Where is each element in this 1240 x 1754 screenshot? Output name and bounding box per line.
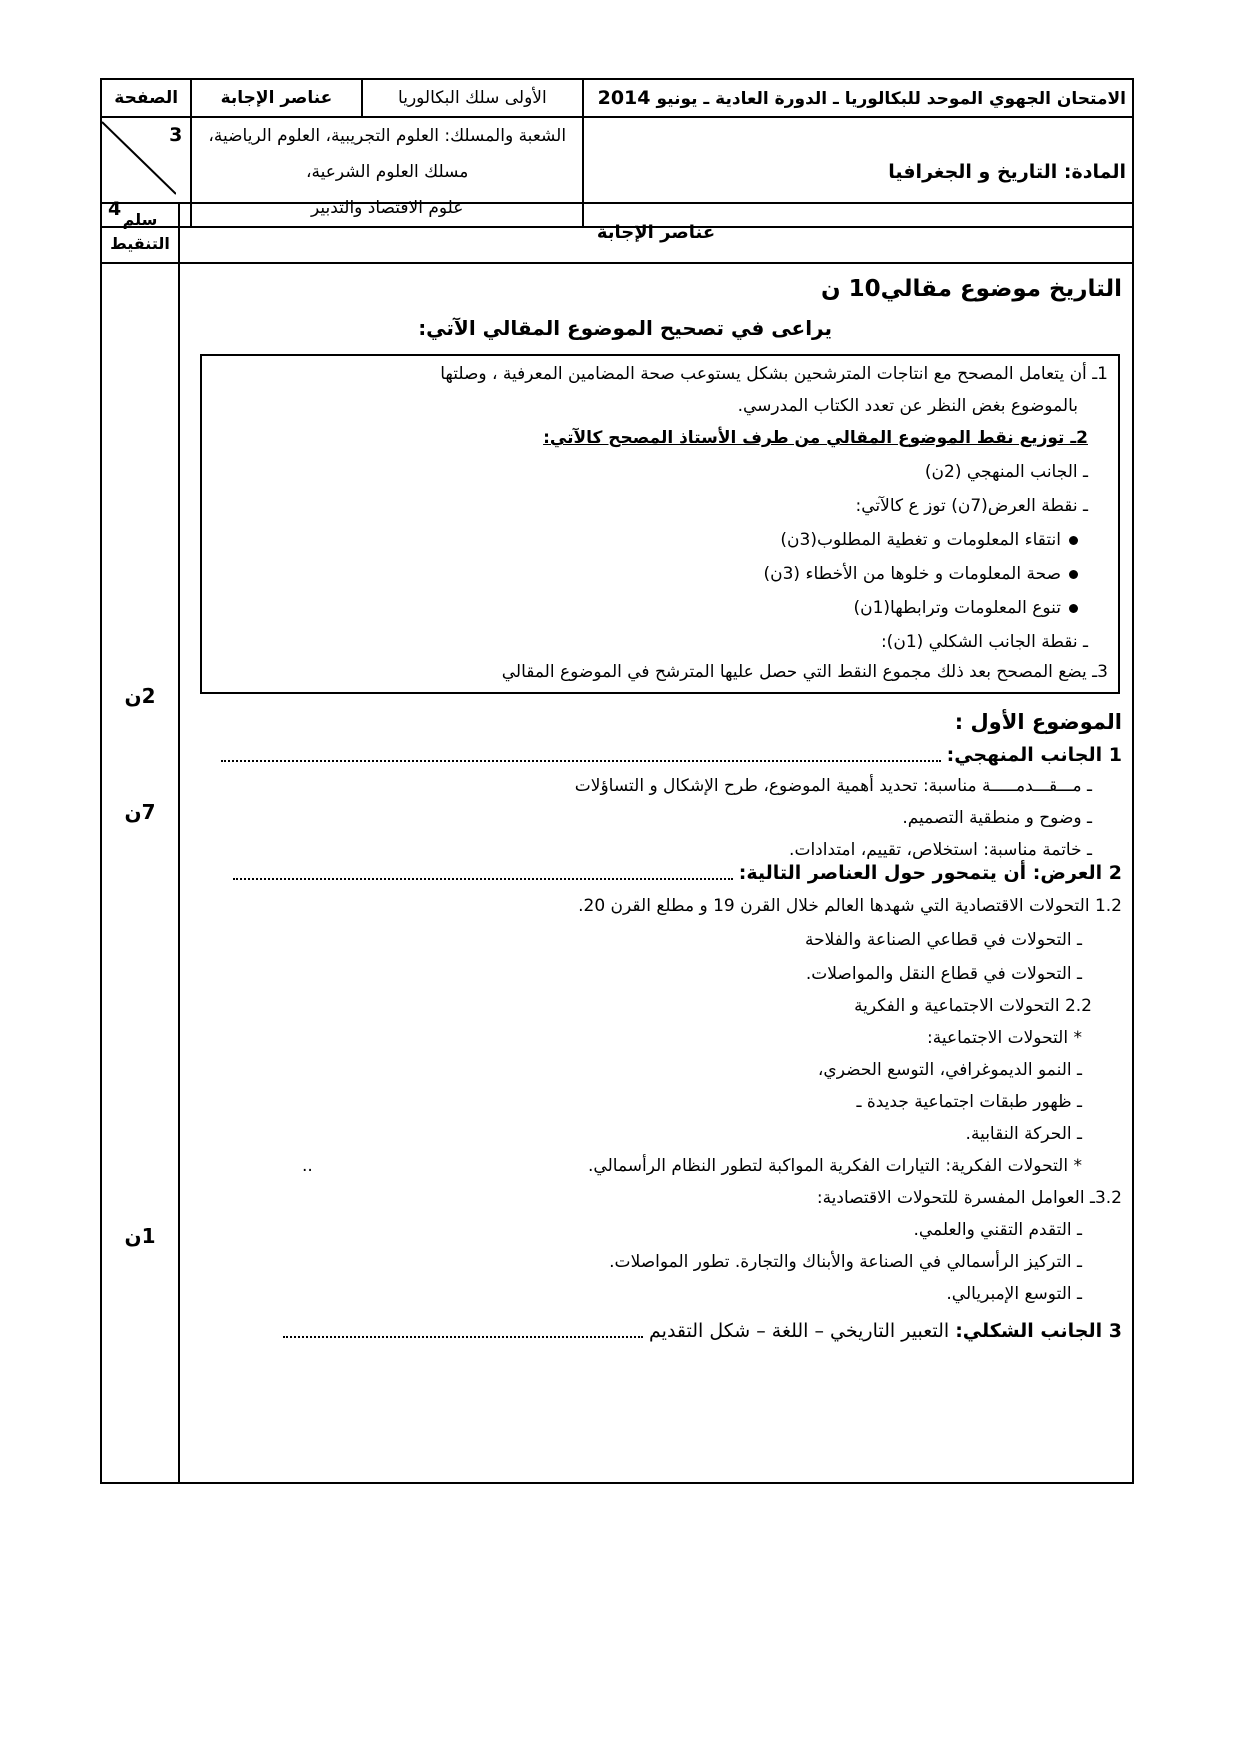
guideline-bullet-1 bbox=[780, 530, 1078, 550]
correction-guidelines-box bbox=[200, 354, 1120, 694]
column-divider bbox=[178, 204, 180, 1482]
guideline-1-line-1: 1ـ أن يتعامل المصحح مع انتاجات المترشحين بشكل يستوعب صحة المضامين المعرفية ، وصلتها bbox=[440, 364, 1108, 384]
dotted-leader bbox=[233, 868, 733, 880]
body-item-3c: ـ التوسع الإمبريالي. bbox=[946, 1284, 1082, 1304]
page-total: 4 bbox=[108, 198, 122, 220]
exam-title-cell bbox=[583, 79, 1133, 117]
body-item-2a: * التحولات الاجتماعية: bbox=[927, 1028, 1082, 1048]
body-section-title-text: 2 العرض: أن يتمحور حول العناصر التالية: bbox=[738, 862, 1122, 884]
body-item-2a2: ـ ظهور طبقات اجتماعية جديدة ـ bbox=[856, 1092, 1082, 1112]
exam-title: الامتحان الجهوي الموحد للبكالوريا ـ الدورة العادية ـ يونيو bbox=[656, 89, 1126, 109]
body-item-1: 1.2 التحولات الاقتصادية التي شهدها العالم خلال القرن 19 و مطلع القرن 20. bbox=[578, 896, 1122, 916]
body-item-3a: ـ التقدم التقني والعلمي. bbox=[913, 1220, 1082, 1240]
body-item-2a3: ـ الحركة النقابية. bbox=[965, 1124, 1082, 1144]
diagonal-divider bbox=[102, 118, 176, 198]
body-item-1a: ـ التحولات في قطاعي الصناعة والفلاحة bbox=[804, 930, 1082, 950]
bullet-icon bbox=[1069, 570, 1078, 579]
score-body: 7ن bbox=[124, 800, 156, 824]
score-form: 1ن bbox=[124, 1224, 156, 1248]
form-section-title: 3 الجانب الشكلي: bbox=[955, 1320, 1122, 1342]
body-item-2b: * التحولات الفكرية: التيارات الفكرية المواكبة لتطور النظام الرأسمالي. bbox=[588, 1156, 1082, 1176]
body-item-2: 2.2 التحولات الاجتماعية و الفكرية bbox=[854, 996, 1092, 1016]
form-section-text: التعبير التاريخي – اللغة – شكل التقديم bbox=[649, 1320, 950, 1342]
topic-1-title: الموضوع الأول : bbox=[954, 710, 1122, 734]
correction-guidelines-title: يراعى في تصحيح الموضوع المقالي الآتي: bbox=[418, 316, 832, 340]
method-section-title bbox=[221, 744, 1122, 766]
score-method: 2ن bbox=[124, 684, 156, 708]
answers-column-header: عناصر الإجابة bbox=[596, 222, 716, 243]
answers-table-header bbox=[102, 204, 1132, 264]
body-item-2a1: ـ النمو الديموغرافي، التوسع الحضري، bbox=[817, 1060, 1082, 1080]
method-item-3: ـ خاتمة مناسبة: استخلاص، تقييم، امتدادات. bbox=[789, 840, 1092, 860]
bullet-icon bbox=[1069, 604, 1078, 613]
dotted-leader bbox=[221, 750, 941, 762]
method-item-1: ـ مـــقـــدمـــــة مناسبة: تحديد أهمية الموضوع، طرح الإشكال و التساؤلات bbox=[574, 776, 1092, 796]
score-header-line-1: سلم bbox=[122, 210, 158, 229]
page-label-cell: الصفحة bbox=[101, 79, 191, 117]
method-section-title-text: 1 الجانب المنهجي: bbox=[946, 744, 1122, 766]
guideline-form-score: ـ نقطة الجانب الشكلي (1ن): bbox=[880, 632, 1088, 652]
bullet-icon bbox=[1069, 536, 1078, 545]
guideline-1-line-2: بالموضوع بغض النظر عن تعدد الكتاب المدرسي. bbox=[737, 396, 1078, 416]
page-current: 3 bbox=[169, 124, 183, 146]
subject-cell: المادة: التاريخ و الجغرافيا bbox=[583, 117, 1133, 227]
guideline-bullet-2-text: صحة المعلومات و خلوها من الأخطاء (3ن) bbox=[763, 564, 1061, 584]
body-item-3: 3.2ـ العوامل المفسرة للتحولات الاقتصادية: bbox=[816, 1188, 1122, 1208]
answers-content bbox=[182, 262, 1132, 1482]
guideline-body-score: ـ نقطة العرض(7ن) توز ع كالآتي: bbox=[855, 496, 1088, 516]
guideline-bullet-2 bbox=[763, 564, 1078, 584]
form-section bbox=[283, 1320, 1122, 1342]
answer-elements-cell: عناصر الإجابة bbox=[191, 79, 361, 117]
method-item-2: ـ وضوح و منطقية التصميم. bbox=[902, 808, 1092, 828]
body-item-3b: ـ التركيز الرأسمالي في الصناعة والأبناك والتجارة. تطور المواصلات. bbox=[609, 1252, 1082, 1272]
answers-table bbox=[100, 202, 1134, 1484]
level-cell: الأولى سلك البكالوريا bbox=[362, 79, 584, 117]
guideline-2-title: 2ـ توزيع نقط الموضوع المقالي من طرف الأستاذ المصحح كالآتي: bbox=[543, 428, 1088, 448]
score-column-header bbox=[102, 208, 178, 256]
history-title: التاريخ موضوع مقالي10 ن bbox=[820, 276, 1122, 302]
dotted-leader bbox=[283, 1326, 643, 1338]
guideline-3: 3ـ يضع المصحح بعد ذلك مجموع النقط التي حصل عليها المترشح في الموضوع المقالي bbox=[501, 662, 1108, 682]
guideline-bullet-3 bbox=[853, 598, 1078, 618]
body-item-1b: ـ التحولات في قطاع النقل والمواصلات. bbox=[805, 964, 1082, 984]
branch-line-2: علوم الاقتصاد والتدبير bbox=[310, 198, 464, 218]
guideline-bullet-1-text: انتقاء المعلومات و تغطية المطلوب(3ن) bbox=[780, 530, 1061, 550]
guideline-method-score: ـ الجانب المنهجي (2ن) bbox=[924, 462, 1088, 482]
body-section-title bbox=[233, 862, 1122, 884]
guideline-bullet-3-text: تنوع المعلومات وترابطها(1ن) bbox=[853, 598, 1061, 618]
body-item-2b-dots: .. bbox=[302, 1156, 313, 1176]
branch-line-1: الشعبة والمسلك: العلوم التجريبية، العلوم الرياضية، مسلك العلوم الشرعية، bbox=[208, 126, 567, 182]
score-header-line-2: التنقيط bbox=[110, 234, 170, 253]
exam-year: 2014 bbox=[597, 87, 651, 109]
